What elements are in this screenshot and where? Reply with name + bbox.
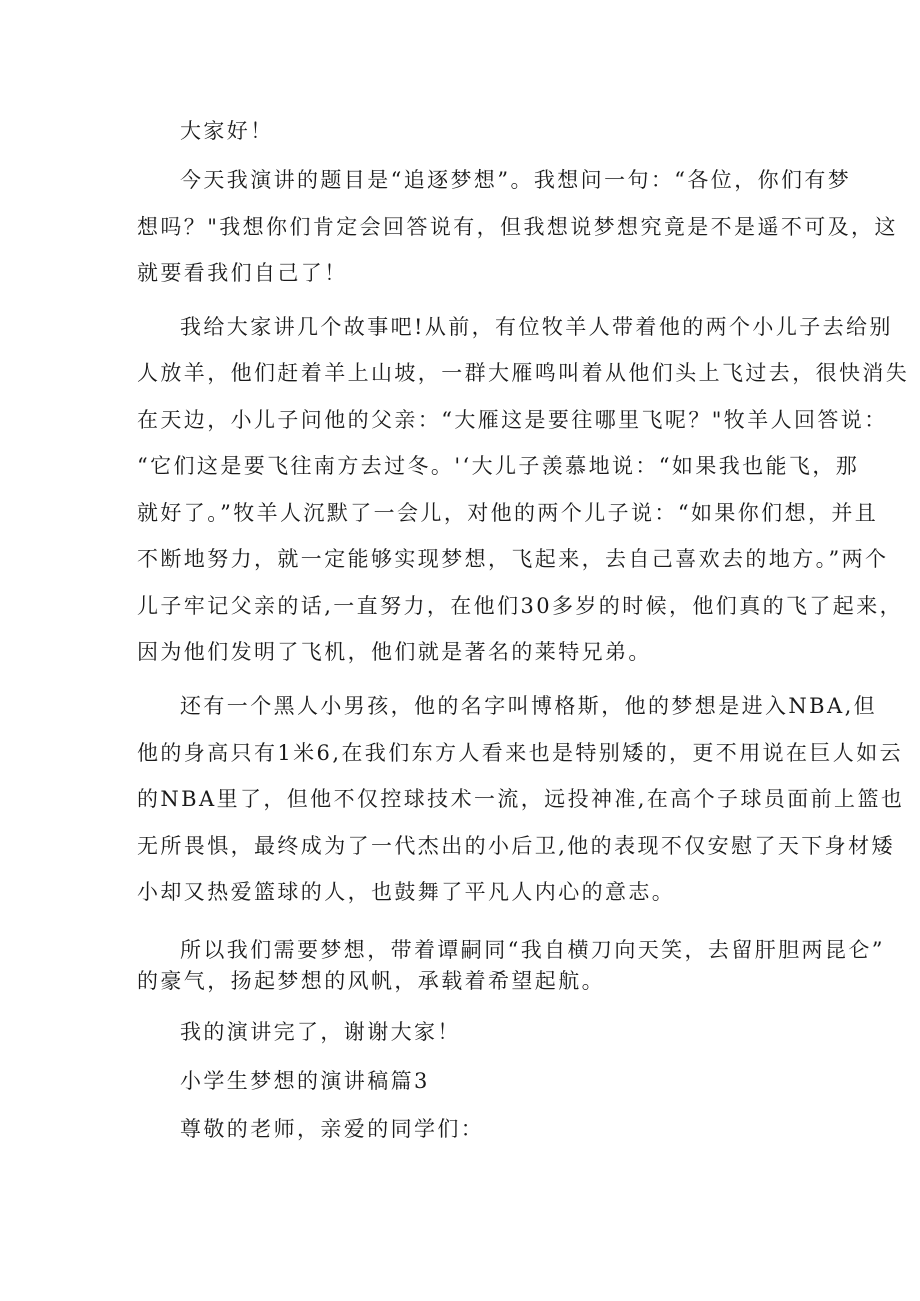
paragraph-3-line-2: 他的身高只有1米6,在我们东方人看来也是特别矮的，更不用说在巨人如云 <box>137 741 903 765</box>
paragraph-2-line-5: 就好了。”牧羊人沉默了一会儿，对他的两个儿子说：“如果你们想，并且 <box>137 501 879 525</box>
paragraph-4-line-1: 所以我们需要梦想，带着谭嗣同“我自横刀向天笑，去留肝胆两昆仑” <box>180 938 885 962</box>
paragraph-2-line-8: 因为他们发明了飞机，他们就是著名的莱特兄弟。 <box>137 640 652 664</box>
paragraph-2-line-6: 不断地努力，就一定能够实现梦想，飞起来，去自己喜欢去的地方。”两个 <box>137 547 889 571</box>
paragraph-2-line-3: 在天边，小儿子问他的父亲：“大雁这是要往哪里飞呢？"牧羊人回答说： <box>137 408 888 432</box>
paragraph-2-line-1: 我给大家讲几个故事吧!从前，有位牧羊人带着他的两个小儿子去给别 <box>180 315 893 339</box>
paragraph-3-line-3: 的NBA里了，但他不仅控球技术一流，远投神准,在高个子球员面前上篮也 <box>137 787 905 811</box>
greeting-line: 大家好！ <box>180 119 274 143</box>
paragraph-4-line-2: 的豪气，扬起梦想的风帆，承载着希望起航。 <box>137 969 605 993</box>
closing-line: 我的演讲完了，谢谢大家！ <box>180 1020 461 1044</box>
paragraph-3-line-4: 无所畏惧，最终成为了一代杰出的小后卫,他的表现不仅安慰了天下身材矮 <box>137 834 895 858</box>
paragraph-1-line-3: 就要看我们自己了！ <box>137 261 348 285</box>
salutation-line: 尊敬的老师，亲爱的同学们： <box>180 1117 485 1141</box>
paragraph-2-line-7: 儿子牢记父亲的话,一直努力，在他们30多岁的时候，他们真的飞了起来， <box>137 594 903 618</box>
paragraph-1-line-2: 想吗？"我想你们肯定会回答说有，但我想说梦想究竟是不是遥不可及，这 <box>137 215 898 239</box>
paragraph-1-line-1: 今天我演讲的题目是“追逐梦想”。我想问一句：“各位，你们有梦 <box>180 168 852 192</box>
section-heading: 小学生梦想的演讲稿篇3 <box>180 1069 430 1093</box>
paragraph-2-line-2: 人放羊，他们赶着羊上山坡，一群大雁鸣叫着从他们头上飞过去，很快消失 <box>137 361 910 385</box>
paragraph-3-line-1: 还有一个黑人小男孩，他的名字叫博格斯，他的梦想是进入NBA,但 <box>180 694 878 718</box>
paragraph-3-line-5: 小却又热爱篮球的人，也鼓舞了平凡人内心的意志。 <box>137 880 676 904</box>
paragraph-2-line-4: “它们这是要飞往南方去过冬。'‘大儿子羡慕地说：“如果我也能飞，那 <box>137 454 860 478</box>
